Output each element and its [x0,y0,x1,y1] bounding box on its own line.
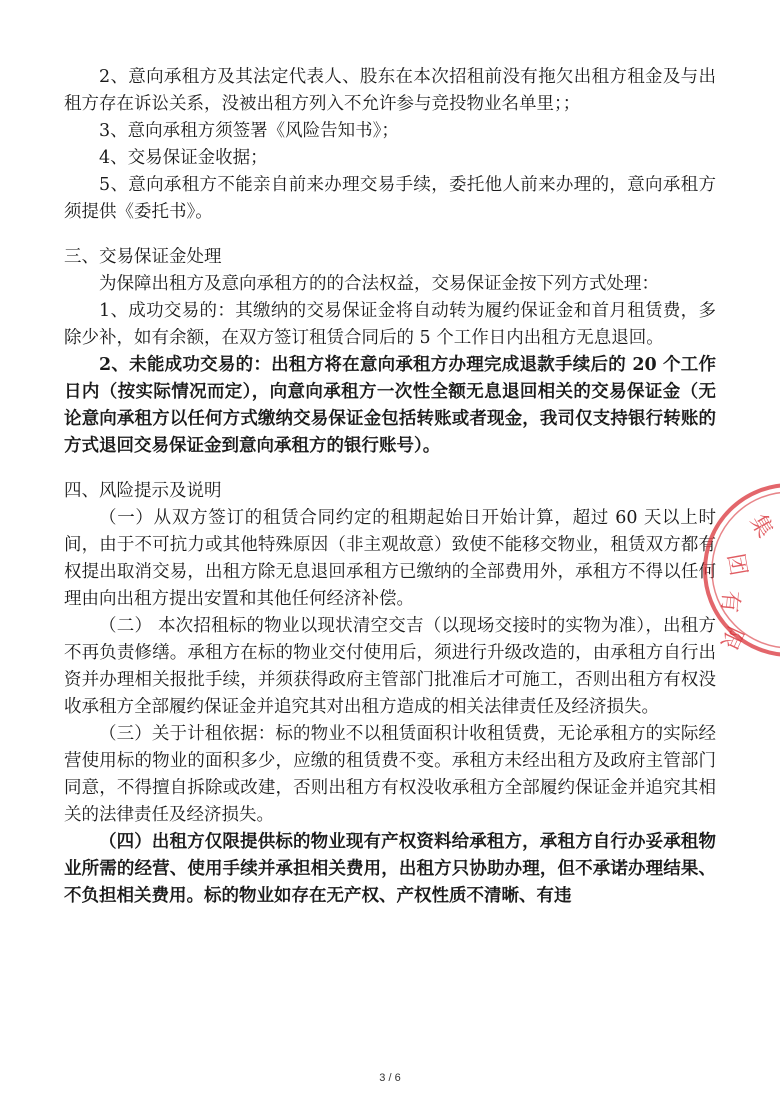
paragraph-item-5: 5、意向承租方不能亲自前来办理交易手续，委托他人前来办理的，意向承租方须提供《委托书》。 [64,175,716,222]
paragraph-item-4: 4、交易保证金收据； [99,148,268,168]
paragraph-risk-2: （二） 本次招租标的物业以现状清空交吉（以现场交接时的实物为准），出租方不再负责修缮。承租方在标的物业交付使用后，须进行升级改造的，由承租方自行出资并办理相关报批手续，并须获得政府主管部门批准后才可施工，否则出租方有权没收承租方全部履约保证金并追究其对出租方造成的相关法律责任及经济损失。 [64,616,716,717]
paragraph-deposit-intro: 为保障出租方及意向承租方的的合法权益，交易保证金按下列方式处理： [99,274,659,294]
paragraph-risk-1: （一）从双方签订的租赁合同约定的租期起始日开始计算，超过 60 天以上时间，由于不可抗力或其他特殊原因（非主观故意）致使不能移交物业，租赁双方都有权提出取消交易，出租方除无息退回承租方已缴纳的全部费用外，承租方不得以任何理由向出租方提出安置和其他任何经济补偿。 [64,508,716,609]
svg-text:有: 有 [716,589,743,614]
section-heading-3: 三、交易保证金处理 [64,247,222,267]
svg-text:团: 团 [722,551,751,578]
paragraph-risk-4: （四）出租方仅限提供标的物业现有产权资料给承租方，承租方自行办妥承租物业所需的经营、使用手续并承担相关费用，出租方只协助办理，但不承诺办理结果、不负担相关费用。标的物业如存在无产权、产权性质不清晰、有违 [64,832,716,906]
section-heading-4: 四、风险提示及说明 [64,481,222,501]
body-text [64,64,716,910]
paragraph-deposit-failure: 2、未能成功交易的：出租方将在意向承租方办理完成退款手续后的 20 个工作日内（按实际情况而定），向意向承租方一次性全额无息退回相关的交易保证金（无论意向承租方以任何方式缴纳交易保证金包括转账或者现金，我司仅支持银行转账的方式退回交易保证金到意向承租方的银行账号）。 [64,355,716,456]
paragraph-deposit-success: 1、成功交易的：其缴纳的交易保证金将自动转为履约保证金和首月租赁费，多除少补，如有余额，在双方签订租赁合同后的 5 个工作日内出租方无息退回。 [64,301,716,348]
paragraph-item-3: 3、意向承租方须签署《风险告知书》； [99,121,399,141]
paragraph-risk-3: （三）关于计租依据：标的物业不以租赁面积计收租赁费，无论承租方的实际经营使用标的物业的面积多少，应缴的租赁费不变。承租方未经出租方及政府主管部门同意，不得擅自拆除或改建，否则出租方有权没收承租方全部履约保证金并追究其相关的法律责任及经济损失。 [64,724,716,825]
page-number: 3 / 6 [379,1072,401,1084]
svg-text:限: 限 [715,622,748,653]
paragraph-item-2: 2、意向承租方及其法定代表人、股东在本次招租前没有拖欠出租方租金及与出租方存在诉讼关系，没被出租方列入不允许参与竞投物业名单里；； [64,67,716,114]
svg-text:集: 集 [744,510,778,543]
